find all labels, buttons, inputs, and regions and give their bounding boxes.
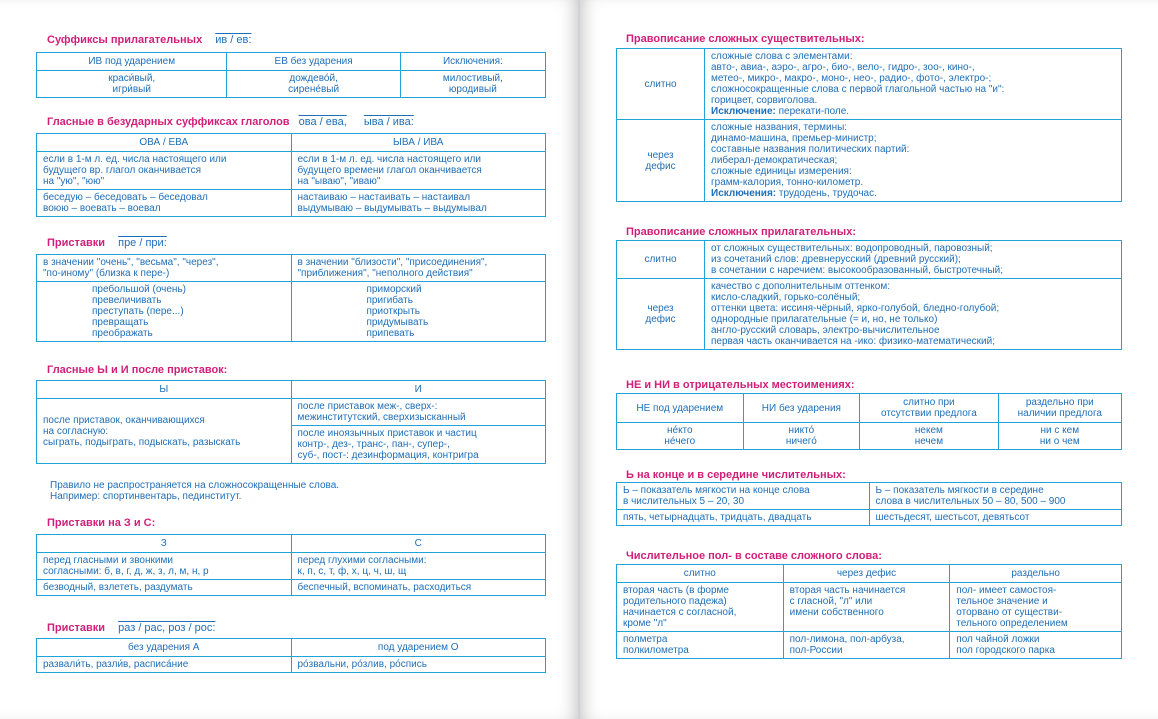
table-cell: краси́вый, игри́вый <box>37 71 227 98</box>
table-cell: если в 1-м л. ед. числа настоящего или будущего времени глагол оканчивается на "ываю", "иваю" <box>291 152 546 190</box>
table-cell: настаиваю – настаивать – настаивал выдумываю – выдумывать – выдумывал <box>291 190 546 217</box>
heading-text: Приставки <box>47 622 106 634</box>
table-cell: беседую – беседовать – беседовал воюю – воевать – воевал <box>37 190 292 217</box>
table-cell: шестьдесят, шестьсот, девятьсот <box>869 510 1122 526</box>
table-cell: милостивый, юродивый <box>400 71 545 98</box>
table-cell: пол-лимона, пол-арбуза, пол-России <box>783 632 950 659</box>
table-header: под ударением О <box>291 639 546 657</box>
table-cell: приморский пригибать приоткрыть придумывать припевать <box>291 282 546 342</box>
heading-text: Суффиксы прилагательных <box>47 34 203 46</box>
table-header: И <box>291 381 546 399</box>
table-header: НИ без ударения <box>743 394 860 423</box>
table-cell: слитно <box>617 241 705 279</box>
suffix-label: ова / ева, <box>298 116 347 128</box>
table-header: без ударения А <box>37 639 292 657</box>
table-cell: не́кто не́чего <box>617 423 744 450</box>
table-cell <box>705 120 1122 202</box>
prefix-raz-roz-table <box>36 638 546 673</box>
section-title <box>47 622 215 634</box>
table-cell: вторая часть начинается с гласной, "л" или имени собственного <box>783 583 950 632</box>
section-title <box>47 517 155 529</box>
table-cell: через дефис <box>617 120 705 202</box>
table-cell: после приставок меж-, сверх-: межинститутский, сверхизысканный <box>291 399 546 426</box>
table-cell: вторая часть (в форме родительного падежа) начинается с согласной, кроме "л" <box>617 583 784 632</box>
table-cell: беспечный, вспоминать, расходиться <box>291 580 546 596</box>
table-cell: после иноязычных приставок и частиц контр-, дез-, транс-, пан-, супер-, суб-, пост-: дезинформация, контригра <box>291 426 546 464</box>
section-title <box>47 34 251 46</box>
prefix-pre-pri-table <box>36 254 546 342</box>
section-title <box>626 379 855 391</box>
table-cell: если в 1-м л. ед. числа настоящего или будущего вр. глагол оканчивается на "ую", "юю" <box>37 152 292 190</box>
table-cell: пол- имеет самостоя- тельное значение и оторвано от существи- тельного определением <box>950 583 1122 632</box>
table-cell: никто́ ничего́ <box>743 423 860 450</box>
exception-label: Исключение: <box>711 106 776 117</box>
heading-text: Ь на конце и в середине числительных: <box>626 469 846 481</box>
table-cell: пребольшой (очень) превеличивать преступать (пере...) превращать преображать <box>37 282 292 342</box>
heading-text: Приставки <box>47 237 106 249</box>
heading-text: Правописание сложных существительных: <box>626 33 865 45</box>
table-cell: ни с кем ни о чем <box>998 423 1121 450</box>
exception-value: трудодень, трудочас. <box>776 188 877 199</box>
suffix-label: пре / при: <box>118 237 167 249</box>
exception-label: Исключения: <box>711 188 777 199</box>
table-cell: некем нечем <box>860 423 998 450</box>
table-header: раздельно <box>950 565 1122 583</box>
table-header: ЫВА / ИВА <box>291 134 546 152</box>
heading-text: Числительное пол- в составе сложного слова: <box>626 550 882 562</box>
table-cell: перед гласными и звонкими согласными: б, в, г, д, ж, з, л, м, н, р <box>37 553 292 580</box>
table-header: С <box>291 535 546 553</box>
heading-text: Приставки на З и С: <box>47 517 156 529</box>
table-cell: развали́ть, разли́в, расписа́ние <box>37 657 292 673</box>
heading-text: Гласные в безударных суффиксах глаголов <box>47 116 290 128</box>
table-header: Ы <box>37 381 292 399</box>
table-header: ИВ под ударением <box>37 53 227 71</box>
left-page <box>0 0 578 719</box>
table-cell <box>705 49 1122 120</box>
table-header: Исключения: <box>400 53 545 71</box>
ne-ni-table <box>616 393 1122 450</box>
table-cell: от сложных существительных: водопроводный, паровозный; из сочетаний слов: древнерусский (древний русский); в сочетании с наречием: высокообразованный, быстротечный; <box>705 241 1122 279</box>
table-cell: через дефис <box>617 279 705 350</box>
pol-numeral-table <box>616 564 1122 659</box>
suffix-label: ыва / ива: <box>363 116 414 128</box>
table-cell: пять, четырнадцать, тридцать, двадцать <box>617 510 870 526</box>
table-header: слитно <box>617 565 784 583</box>
heading-text: Гласные Ы и И после приставок: <box>47 364 228 376</box>
suffix-label: раз / рас, роз / рос: <box>118 622 216 634</box>
table-header: через дефис <box>783 565 950 583</box>
section-title <box>47 364 227 376</box>
right-page <box>580 0 1158 719</box>
rule-text: сложные слова с элементами: авто-, авиа-, аэро-, агро-, био-, вело-, гидро-, зоо-, кино-, метео-, микро-, макро-, моно-, нео-, радио-, фото-, электро-; сложносокращенные слова с первой глагольной частью на "и": горицвет, сорвиголова. <box>711 51 1005 106</box>
rule-text: сложные названия, термины: динамо-машина, премьер-министр; составные названия политических партий: либерал-демократическая; сложные единицы измерения: грамм-калория, тонно-километр. <box>711 122 910 188</box>
table-cell: полметра полкилометра <box>617 632 784 659</box>
section-title <box>626 226 856 238</box>
prefix-z-s-table <box>36 534 546 596</box>
compound-nouns-table <box>616 48 1122 202</box>
heading-text: НЕ и НИ в отрицательных местоимениях: <box>626 379 855 391</box>
table-cell: слитно <box>617 49 705 120</box>
table-header: НЕ под ударением <box>617 394 744 423</box>
section-title <box>47 237 167 249</box>
suffix-label: ив / ев: <box>215 34 252 46</box>
section-title <box>626 550 882 562</box>
compound-adjectives-table <box>616 240 1122 350</box>
table-cell: в значении "очень", "весьма", "через", "по-иному" (близка к пере-) <box>37 255 292 282</box>
table-cell: качество с дополнительным оттенком: кисло-сладкий, горько-солёный; оттенки цвета: иссиня-чёрный, ярко-голубой, бледно-голубой; однородные прилагательные (= и, но, не только) англо-русский словарь, электро-вычислительное первая часть оканчивается на -ико: физико-математический; <box>705 279 1122 350</box>
section-title <box>47 116 414 128</box>
table-cell: пол чайной ложки пол городского парка <box>950 632 1122 659</box>
table-cell: Ь – показатель мягкости в середине слова в числительных 50 – 80, 500 – 900 <box>869 483 1122 510</box>
table-cell: ро́звальни, ро́злив, ро́спись <box>291 657 546 673</box>
table-header: З <box>37 535 292 553</box>
table-cell: Ь – показатель мягкости на конце слова в числительных 5 – 20, 30 <box>617 483 870 510</box>
vowel-after-prefix-table <box>36 380 546 464</box>
table-cell: безводный, взлететь, раздумать <box>37 580 292 596</box>
section-title <box>626 469 846 481</box>
section-title <box>626 33 865 45</box>
table-header: раздельно при наличии предлога <box>998 394 1121 423</box>
exception-value: перекати-поле. <box>775 106 850 117</box>
table-cell: перед глухими согласными: к, п, с, т, ф, х, ц, ч, ш, щ <box>291 553 546 580</box>
table-header: слитно при отсутствии предлога <box>860 394 998 423</box>
suffix-table <box>36 52 546 98</box>
rule-note: Правило не распространяется на сложносокращенные слова. Например: спортинвентарь, пединститут. <box>50 480 340 502</box>
table-cell: дождево́й, сирене́вый <box>227 71 400 98</box>
table-header: ОВА / ЕВА <box>37 134 292 152</box>
verb-suffix-table <box>36 133 546 217</box>
soft-sign-numerals-table <box>616 482 1122 526</box>
table-cell: в значении "близости", "присоединения", "приближения", "неполного действия" <box>291 255 546 282</box>
table-cell: после приставок, оканчивающихся на согласную: сыграть, подыграть, подыскать, разыскать <box>37 399 292 464</box>
heading-text: Правописание сложных прилагательных: <box>626 226 856 238</box>
table-header: ЕВ без ударения <box>227 53 400 71</box>
